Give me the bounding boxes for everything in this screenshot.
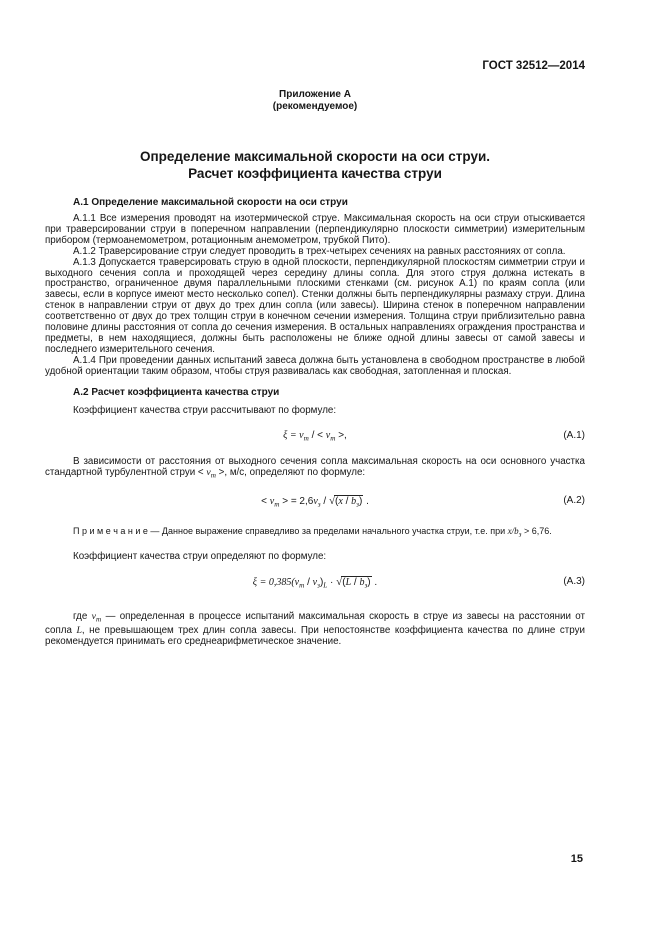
formula-a3-paren: ) [319,576,324,588]
formula-a3-var: v [312,576,318,588]
where-paragraph [45,612,585,647]
where-text-tail: , не превышающем трех длин сопла завесы. При непостоянстве коэффициента качества по длине струи рекомендуется принимать его среднеарифметическое значение. [45,624,585,647]
page-number: 15 [570,853,583,865]
formula-a3-coefficient: ξ = 0,385( [252,576,295,588]
formula-a2-sub: m [274,500,280,509]
paragraph-a2-velocity-text: В зависимости от расстояния от выходного сечения сопла максимальная скорость на оси основного участка стандартной турбулентной струи < [45,456,585,478]
where-label: где [73,611,92,623]
formula-a1-operator: / < [308,429,326,441]
where-var-L: L [76,624,82,636]
formula-a1-expression [283,430,347,441]
document-code-header: ГОСТ 32512—2014 [482,60,585,72]
formula-a2-operator: / [342,496,352,508]
note-label: П р и м е ч а н и е [73,525,148,536]
formula-a1-xi: ξ = [283,429,300,441]
formula-a3-intro: Коэффициент качества струи определяют по формуле: [73,550,327,562]
note-tail: > 6,76. [521,525,552,536]
formula-a3-operator: / [351,576,360,588]
sqrt-icon: √ [336,575,343,588]
formula-a2-var: v [269,496,275,508]
page-title [45,149,585,182]
formula-a3-sub: з [317,581,320,590]
text-column [45,0,585,648]
where-text: — определенная в процессе испытаний максимальная скорость в струе из завесы на расстоянии от сопла [45,611,585,636]
formula-a3-sub-L: L [323,581,328,590]
annex-type: (рекомендуемое) [272,101,358,112]
page-title-line1: Определение максимальной скорости на оси струи. [139,149,491,164]
where-sub-m: m [96,615,102,624]
formula-a2-sub: з [356,500,359,509]
formula-a1 [45,429,585,446]
section-a2-heading: А.2 Расчет коэффициента качества струи [73,386,280,398]
note-sub: з [518,530,522,539]
formula-a2-radicand [334,495,363,507]
formula-a2-operator: < [261,496,270,508]
formula-a3-radicand [341,576,371,588]
note-text: Данное выражение справедливо за пределами начального участка струи, т.е. при [161,525,508,536]
formula-a1-var: v [325,429,331,441]
formula-a1-number: (А.1) [563,429,585,441]
formula-a1-intro: Коэффициент качества струи рассчитывают по формуле: [73,404,337,416]
formula-a3-operator: / [304,576,313,588]
formula-a3-number: (А.3) [563,575,585,587]
formula-a3 [45,575,585,593]
formula-a3-period: . [371,576,378,588]
paragraph-a1-4: А.1.4 При проведении данных испытаний завеса должна быть установлена в свободном пространстве в любой удобной ориентации таким образом, чтобы струя развивалась как свободная, затопленная и плоская. [45,354,585,377]
formula-a3-var: L [345,576,352,588]
formula-a2-paren: ) [358,496,363,508]
formula-a1-var: v [299,429,304,441]
formula-a2-var: x [338,496,343,508]
formula-a2-expression [261,496,369,507]
page-title-line2: Расчет коэффициента качества струи [188,165,442,181]
note-var: x/b [507,525,519,536]
inline-var-v: v [206,466,211,478]
formula-a2-var: v [313,496,318,508]
paragraph-a2-velocity-tail: >, м/с, определяют по формуле: [215,466,366,478]
annex-label: Приложение А [279,89,351,100]
formula-a1-operator: >, [335,429,347,441]
formula-a2-operator: / [320,496,329,508]
annex-heading [45,89,585,113]
note-paragraph [45,526,585,540]
note-dash: — [147,525,162,536]
inline-sub-m: m [210,471,216,480]
formula-a2-paren: ( [335,496,339,508]
formula-a3-sub: з [364,581,368,590]
where-var-v: v [91,611,97,623]
paragraph-a2-velocity [45,457,585,481]
formula-a2-sub: з [317,500,321,509]
formula-a1-sub: m [330,434,336,442]
sqrt-icon: √ [328,495,335,508]
formula-a2-number: (А.2) [563,495,585,507]
formula-a3-var: b [359,576,365,588]
paragraph-a1-1: А.1.1 Все измерения проводят на изотермической струе. Максимальная скорость на оси струи отыскивается при траверсировании струи в поперечном направлении (перпендикулярно плоскости симметрии) измерительным прибором (термоанемометром, ротационным анемометром, трубкой Пито). [45,213,585,246]
section-a1-heading: А.1 Определение максимальной скорости на оси струи [73,197,348,208]
formula-a3-operator: · [327,576,337,588]
formula-a3-expression [253,577,377,588]
formula-a2-period: . [363,496,369,508]
formula-a3-paren: ( [342,576,346,588]
paragraph-a1-3: А.1.3 Допускается траверсировать струю в одной плоскости, перпендикулярной плоскостям симметрии струи и выходного сечения сопла и проходящей через середину длины сопла. Для этого струя должна истекать в пространство, ограниченное двумя параллельными плоскими стенками (см. рисунок А.1) по краям сопла (или завесы, если в корпусе имеют место несколько сопел). Стенки должны быть перпендикулярны размаху струи. Длина стенок в направлении струи от двух до трех длин сопла (или завесы). Ширина стенок в поперечном направлении соответственно от двух до трех толщин струи в конечном сечении измерения. Толщина струи приблизительно равна половине длины расстояния от сопла до сечения измерения. В остальных направлениях ограждения пространства и предметы, в нем находящиеся, должны быть расположены не ближе одной длины завесы от самой завесы и последнего измерительного сечения. [45,256,585,355]
formula-a1-sub: m [303,434,309,442]
formula-a3-sub: m [299,581,305,590]
formula-a2 [45,494,585,512]
formula-a3-paren: ) [367,576,371,588]
formula-a2-coefficient: > = 2,6 [279,496,314,508]
formula-a3-var: v [294,576,300,588]
formula-a2-var: b [351,496,357,508]
paragraph-a1-2: А.1.2 Траверсирование струи следует проводить в трех-четырех сечениях на равных расстояниях от сопла. [73,245,566,257]
